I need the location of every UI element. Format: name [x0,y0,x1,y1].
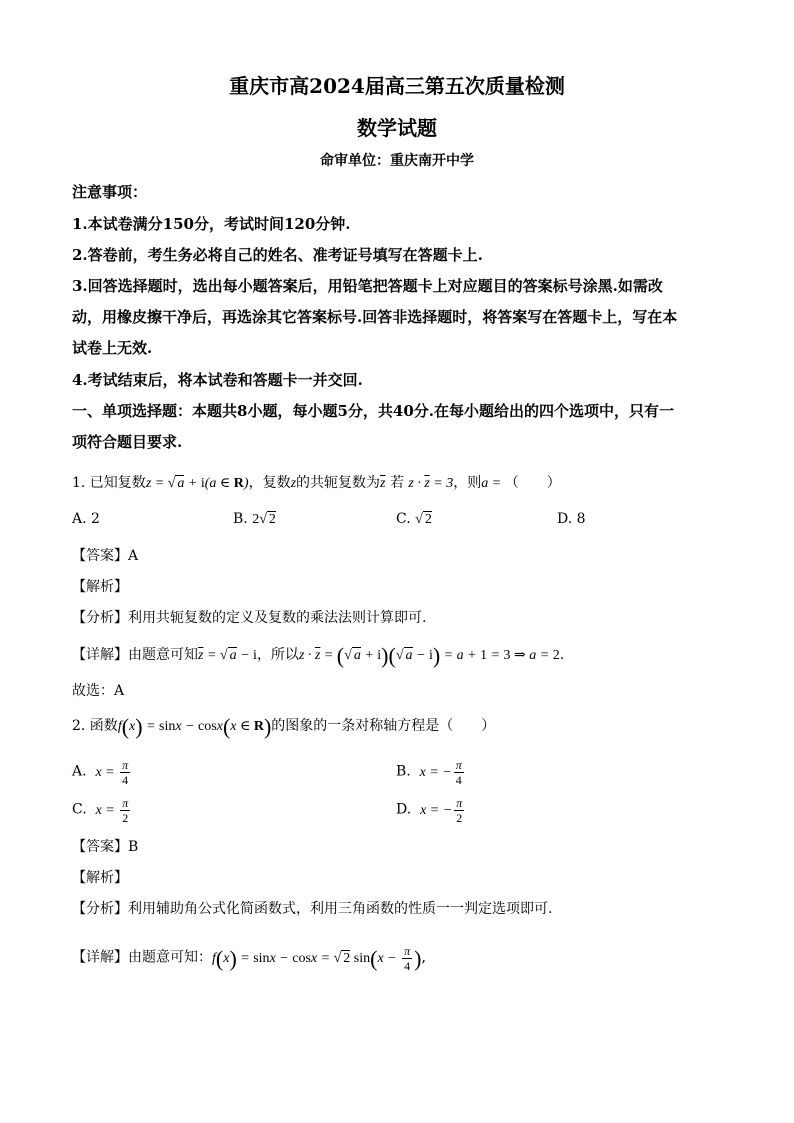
question-2-stem: 2. 函数f(x) = sinx − cosx(x ∈ R)的图象的一条对称轴方程是（ ） [72,713,496,739]
q2-fenxi: 【分析】利用辅助角公式化简函数式，利用三角函数的性质一一判定选项即可. [72,901,553,917]
note-3b: 动，用橡皮擦干净后，再选涂其它答案标号.回答非选择题时，将答案写在答题卡上，写在本 [72,308,678,326]
section1-heading-cont: 项符合题目要求. [72,433,183,451]
q2-analysis-label: 【解析】 [72,870,128,886]
exam-unit: 命审单位：重庆南开中学 [320,153,474,169]
exam-subtitle: 数学试题 [357,116,437,140]
section1-heading: 一、单项选择题：本题共8小题，每小题5分，共40分.在每小题给出的四个选项中，只有一 [72,402,674,420]
q1-xiangjie: 【详解】由题意可知$\overline{z}$ = √ a − i，所以$z \cdot \overline{z}$ = (√ a + i)(√ a − i) = a + 1 = 3 ⇒ a = 2. [72,642,565,668]
exam-title: 重庆市高2024届高三第五次质量检测 [229,74,565,98]
q1-choose: 故选：A [72,683,125,699]
note-3a: 3.回答选择题时，选出每小题答案后，用铅笔把答题卡上对应题目的答案标号涂黑.如需改 [72,277,663,295]
q1-formula: z = √ a + i(a ∈ R) [145,476,249,491]
q2-answer: 【答案】B [72,839,139,855]
q1-analysis-label: 【解析】 [72,579,128,595]
q1-fenxi: 【分析】利用共轭复数的定义及复数的乘法法则计算即可. [72,610,427,626]
q2-option-c[interactable]: C. x = $\frac{\pi}{2}$ [72,796,129,825]
notes-heading: 注意事项： [72,183,148,201]
note-3c: 试卷上无效. [72,339,153,357]
q1-option-c[interactable]: C. √ 2 [396,511,432,527]
note-2: 2.答卷前，考生务必将自己的姓名、准考证号填写在答题卡上. [72,246,483,264]
note-4: 4.考试结束后，将本试卷和答题卡一并交回. [72,371,363,389]
question-1-stem: 1. 已知复数z = √ a + i(a ∈ R)，复数z的共轭复数为$\overline{z}$ 若 $z \cdot \overline{z} = 3$，则a = （ ） [72,475,561,491]
q2-option-d[interactable]: D. x = − $\frac{\pi}{2}$ [396,796,463,825]
q1-option-b[interactable]: B. 2√ 2 [233,511,276,527]
q2-formula: f(x) = sinx − cosx(x ∈ R) [117,713,272,739]
q2-xiangjie: 【详解】由题意可知：f(x) = sinx − cosx = √ 2 sin(x − $\frac{\pi}{4}$ ), [72,944,426,973]
q1-option-d[interactable]: D. 8 [557,511,586,527]
q1-option-a[interactable]: A. 2 [72,511,100,527]
note-1: 1.本试卷满分150分，考试时间120分钟. [72,215,351,233]
q2-option-a[interactable]: A. x = $\frac{\pi}{4}$ [72,758,129,787]
q2-option-b[interactable]: B. x = − $\frac{\pi}{4}$ [396,758,462,787]
q1-answer: 【答案】A [72,548,139,564]
